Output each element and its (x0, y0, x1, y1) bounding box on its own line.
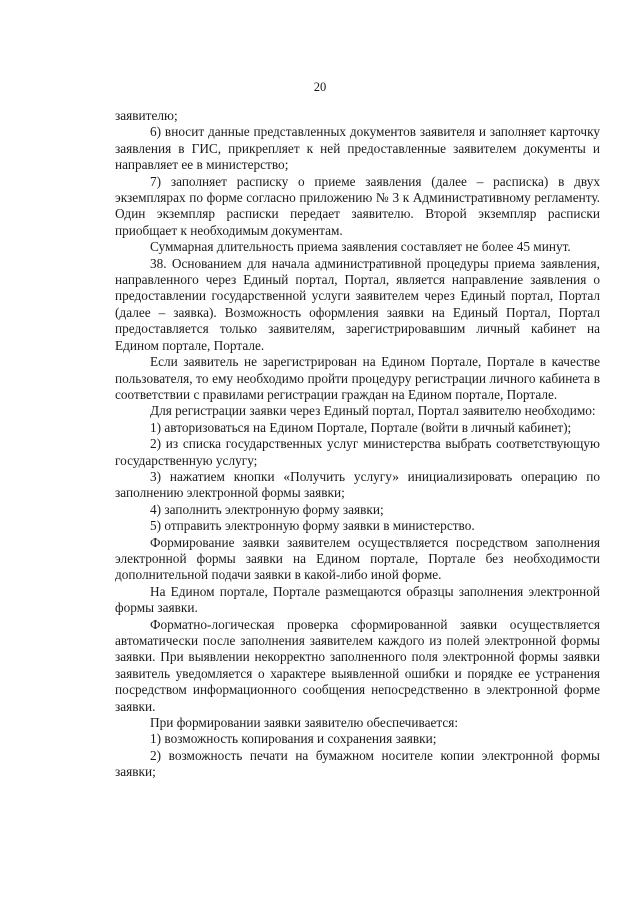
document-body (115, 108, 600, 781)
paragraph: Формирование заявки заявителем осуществляется посредством заполнения электронной формы заявки на Едином портале, Портале без необходимости дополнительной подачи заявки в какой-либо иной форме. (115, 534, 600, 583)
paragraph: Если заявитель не зарегистрирован на Едином Портале, Портале в качестве пользователя, то ему необходимо пройти процедуру регистрации личного кабинета в соответствии с правилами регистрации граждан на Едином портале, Портале. (115, 354, 600, 402)
paragraph: 6) вносит данные представленных документов заявителя и заполняет карточку заявления в ГИС, прикрепляет к ней предоставленные заявителем документы и направляет ее в министерство; (115, 124, 600, 173)
list-item: 2) из списка государственных услуг министерства выбрать соответствующую государственную услугу; (115, 436, 600, 468)
paragraph: При формировании заявки заявителю обеспечивается: (150, 715, 459, 731)
paragraph: Для регистрации заявки через Единый портал, Портал заявителю необходимо: (150, 403, 596, 419)
paragraph: заявителю; (115, 108, 178, 123)
list-item: 1) возможность копирования и сохранения заявки; (150, 731, 437, 747)
paragraph: Форматно-логическая проверка сформированной заявки осуществляется автоматически после заполнения заявителем каждого из полей электронной формы заявки. При выявлении некорректно заполненного поля электронной формы заявки заявитель уведомляется о характере выявленной ошибки и порядке ее устранения посредством информационного сообщения непосредственно в электронной форме заявки. (115, 616, 600, 714)
list-item: 2) возможность печати на бумажном носителе копии электронной формы заявки; (115, 747, 600, 780)
paragraph: Суммарная длительность приема заявления составляет не более 45 минут. (150, 239, 571, 255)
list-item: 1) авторизоваться на Едином Портале, Портале (войти в личный кабинет); (150, 419, 572, 435)
paragraph: 38. Основанием для начала административной процедуры приема заявления, направленного через Единый портал, Портал, является направление заявления о предоставлении государственной услуги заявителем через Единый портал, Портал (далее – заявка). Возможность оформления заявки на Единый Портал, Портал предоставляется только заявителям, зарегистрировавшим личный кабинет на Едином портале, Портале. (115, 255, 600, 353)
list-item: 5) отправить электронную форму заявки в министерство. (150, 518, 475, 534)
paragraph: 7) заполняет расписку о приеме заявления (далее – расписка) в двух экземплярах по форме согласно приложению № 3 к Административному регламенту. Один экземпляр расписки передает заявителю. Второй экземпляр расписки приобщает к необходимым документам. (115, 173, 600, 238)
page-number: 20 (313, 80, 327, 94)
list-item: 3) нажатием кнопки «Получить услугу» инициализировать операцию по заполнению электронной формы заявки; (115, 468, 600, 501)
paragraph: На Едином портале, Портале размещаются образцы заполнения электронной формы заявки. (115, 583, 600, 616)
list-item: 4) заполнить электронную форму заявки; (150, 501, 384, 517)
